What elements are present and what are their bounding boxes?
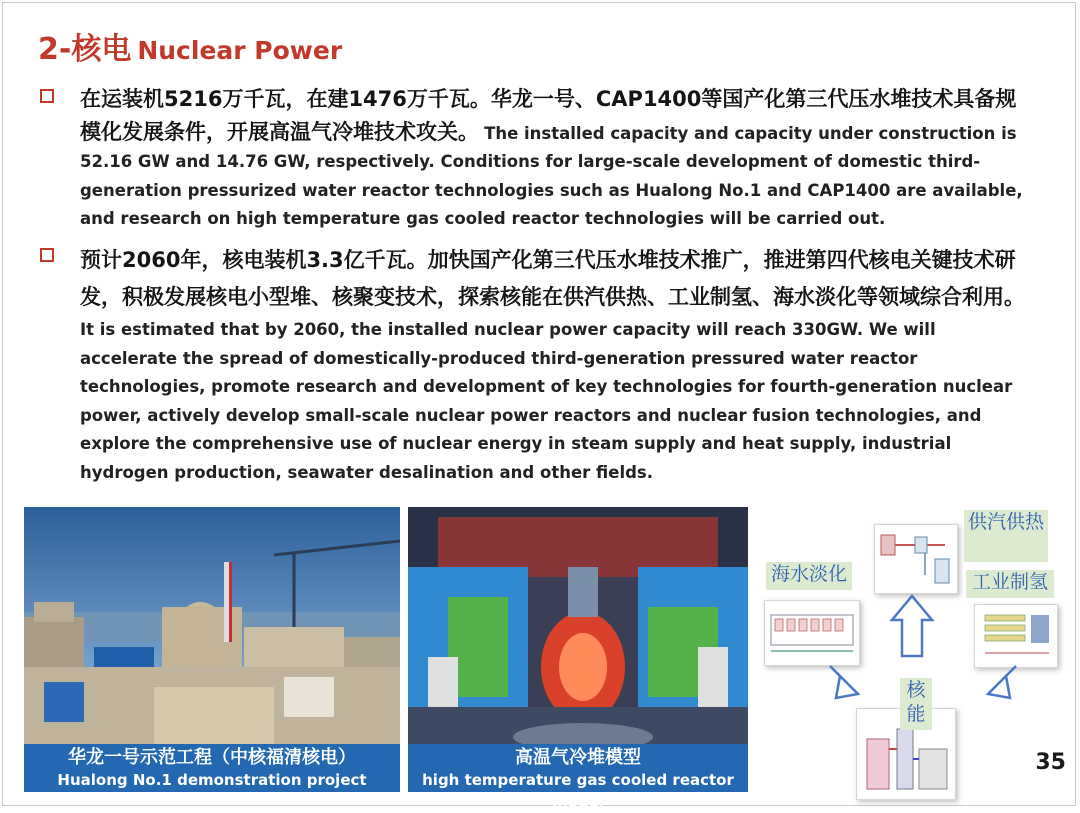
arrow-up-icon bbox=[892, 596, 932, 656]
bullet-text bbox=[80, 83, 1028, 234]
slide-title bbox=[38, 24, 342, 68]
label-steam-heat-supply: 供汽供热 bbox=[964, 510, 1048, 562]
photo-caption-english: Hualong No.1 demonstration project bbox=[57, 771, 367, 789]
arrow-up-right-icon bbox=[988, 666, 1016, 698]
bullet-square-icon bbox=[40, 89, 54, 103]
photo-hualong-plant bbox=[24, 507, 400, 792]
label-industrial-hydrogen: 工业制氢 bbox=[966, 570, 1054, 598]
bullet-text bbox=[80, 242, 1028, 487]
bullet-square-icon bbox=[40, 248, 54, 262]
label-seawater-desalination: 海水淡化 bbox=[766, 562, 852, 590]
bullet-text-english: It is estimated that by 2060, the installed nuclear power capacity will reach 330GW. We will accelerate the spread of domestically-produced third-generation pressured water reactor technologies, promote research and development of key technologies for fourth-generation nuclear power, actively develop small-scale nuclear power reactors and nuclear fusion technologies, and explore the comprehensive use of nuclear energy in steam supply and heat supply, industrial hydrogen production, seawater desalination and other fields. bbox=[80, 320, 1013, 482]
bullet-item bbox=[38, 242, 1028, 487]
title-english: Nuclear Power bbox=[137, 36, 343, 65]
bullet-text-chinese: 预计2060年，核电装机3.3亿千瓦。加快国产化第三代压水堆技术推广，推进第四代核电关键技术研发，积极发展核电小型堆、核聚变技术，探索核能在供汽供热、工业制氢、海水淡化等领域综合利用。 bbox=[80, 248, 1025, 309]
label-nuclear-energy: 核能 bbox=[900, 678, 932, 730]
nuclear-utilization-diagram bbox=[752, 508, 1056, 806]
bullet-item bbox=[38, 83, 1028, 234]
bullet-text-chinese: 在运装机5216万千瓦，在建1476万千瓦。华龙一号、CAP1400等国产化第三代压水堆技术具备规模化发展条件，开展高温气冷堆技术攻关。 bbox=[80, 87, 1017, 144]
photo-caption bbox=[408, 744, 748, 811]
photo-caption bbox=[24, 744, 400, 792]
page-number: 35 bbox=[1035, 750, 1066, 775]
photo-caption-chinese: 高温气冷堆模型 bbox=[515, 747, 641, 768]
bullet-text-english: The installed capacity and capacity under construction is 52.16 GW and 14.76 GW, respectively. Conditions for large-scale development of domestic third-generation pressurized water reactor technologies such as Hualong No.1 and CAP1400 are available, and research on high temperature gas cooled reactor technologies will be carried out. bbox=[80, 123, 1023, 228]
photo-caption-chinese: 华龙一号示范工程（中核福清核电） bbox=[68, 747, 356, 768]
photo-reactor-model bbox=[408, 507, 748, 811]
photo-caption-english: high temperature gas cooled reactor model bbox=[422, 771, 734, 811]
arrow-up-left-icon bbox=[830, 666, 858, 698]
title-chinese: 2-核电 bbox=[38, 32, 132, 67]
